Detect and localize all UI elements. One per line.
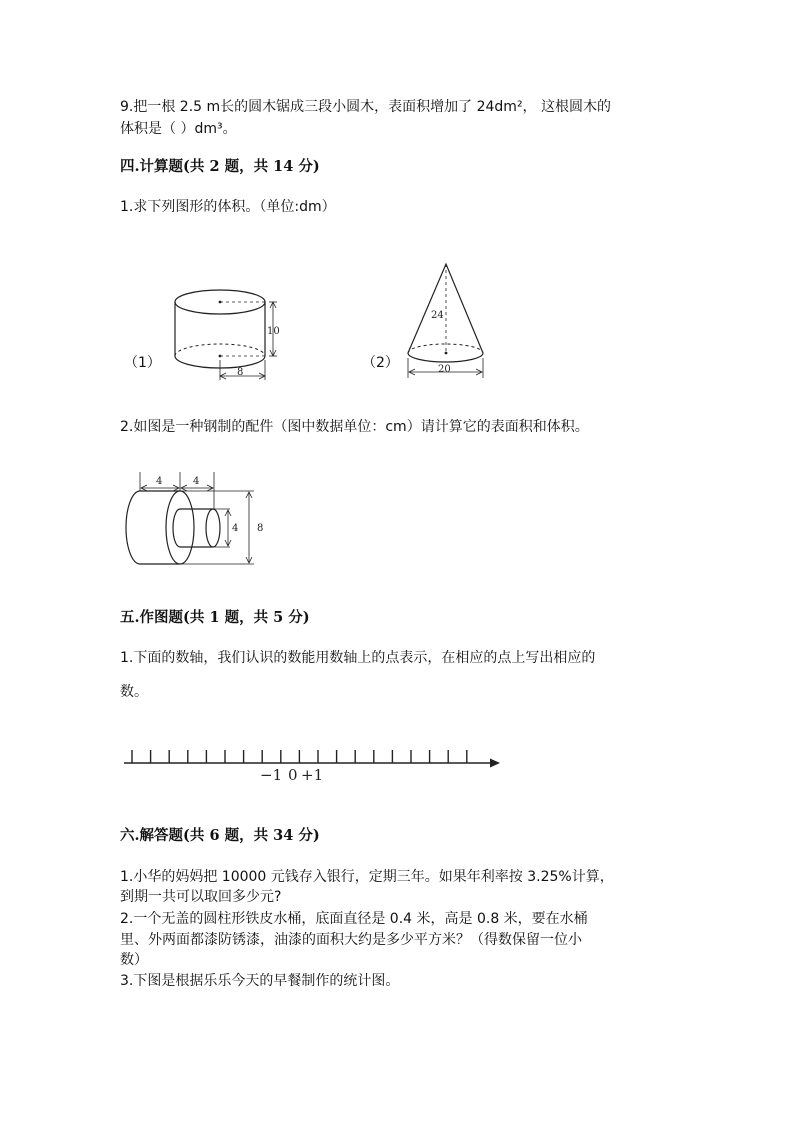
part-left-length-label: 4 — [156, 476, 163, 487]
q9-line2: 体积是（ ）dm³。 — [120, 121, 237, 137]
cylinder-figure — [165, 282, 305, 382]
section6-heading: 六.解答题(共 6 题，共 34 分) — [120, 827, 320, 844]
section4-q1-text: 1.求下列图形的体积。（单位:dm） — [120, 199, 336, 215]
cone-diameter-label: 20 — [438, 364, 451, 375]
section4-q2-text: 2.如图是一种钢制的配件（图中数据单位：cm）请计算它的表面积和体积。 — [120, 419, 589, 435]
q9-line1: 9.把一根 2.5 m长的圆木锯成三段小圆木，表面积增加了 24dm²， 这根圆木的 — [120, 99, 612, 115]
part-small-diameter-label: 4 — [232, 523, 239, 534]
cylinder-height-label: 10 — [267, 326, 280, 337]
number-line-label-pos1: +1 — [301, 766, 324, 784]
section5-heading: 五.作图题(共 1 题，共 5 分) — [120, 609, 310, 626]
section6-q2-line1: 2.一个无盖的圆柱形铁皮水桶，底面直径是 0.4 米，高是 0.8 米，要在水桶 — [120, 911, 588, 927]
cone-figure — [400, 260, 500, 380]
section5-q1-line2: 数。 — [120, 684, 148, 700]
part-large-diameter-label: 8 — [257, 523, 264, 534]
part-right-length-label: 4 — [193, 476, 200, 487]
cone-height-label: 24 — [431, 310, 444, 321]
number-line-label-0: 0 — [288, 766, 298, 784]
section4-heading: 四.计算题(共 2 题，共 14 分) — [120, 158, 320, 175]
section5-q1-line1: 1.下面的数轴，我们认识的数能用数轴上的点表示，在相应的点上写出相应的 — [120, 650, 596, 666]
section6-q1-line2: 到期一共可以取回多少元? — [120, 889, 282, 905]
section6-q2-line3: 数） — [120, 952, 148, 968]
fig2-label: （2） — [362, 355, 399, 371]
section6-q3-line1: 3.下图是根据乐乐今天的早餐制作的统计图。 — [120, 973, 400, 989]
section6-q2-line2: 里、外两面都漆防锈漆，油漆的面积大约是多少平方米？（得数保留一位小 — [120, 932, 582, 948]
number-line — [120, 742, 510, 787]
number-line-label-neg1: −1 — [260, 766, 283, 784]
number-line-ticks — [132, 750, 467, 763]
fig1-label: （1） — [124, 355, 161, 371]
steel-part-figure — [122, 470, 272, 570]
section6-q1-line1: 1.小华的妈妈把 10000 元钱存入银行，定期三年。如果年利率按 3.25%计算， — [120, 869, 614, 885]
cylinder-radius-label: 8 — [237, 367, 244, 378]
